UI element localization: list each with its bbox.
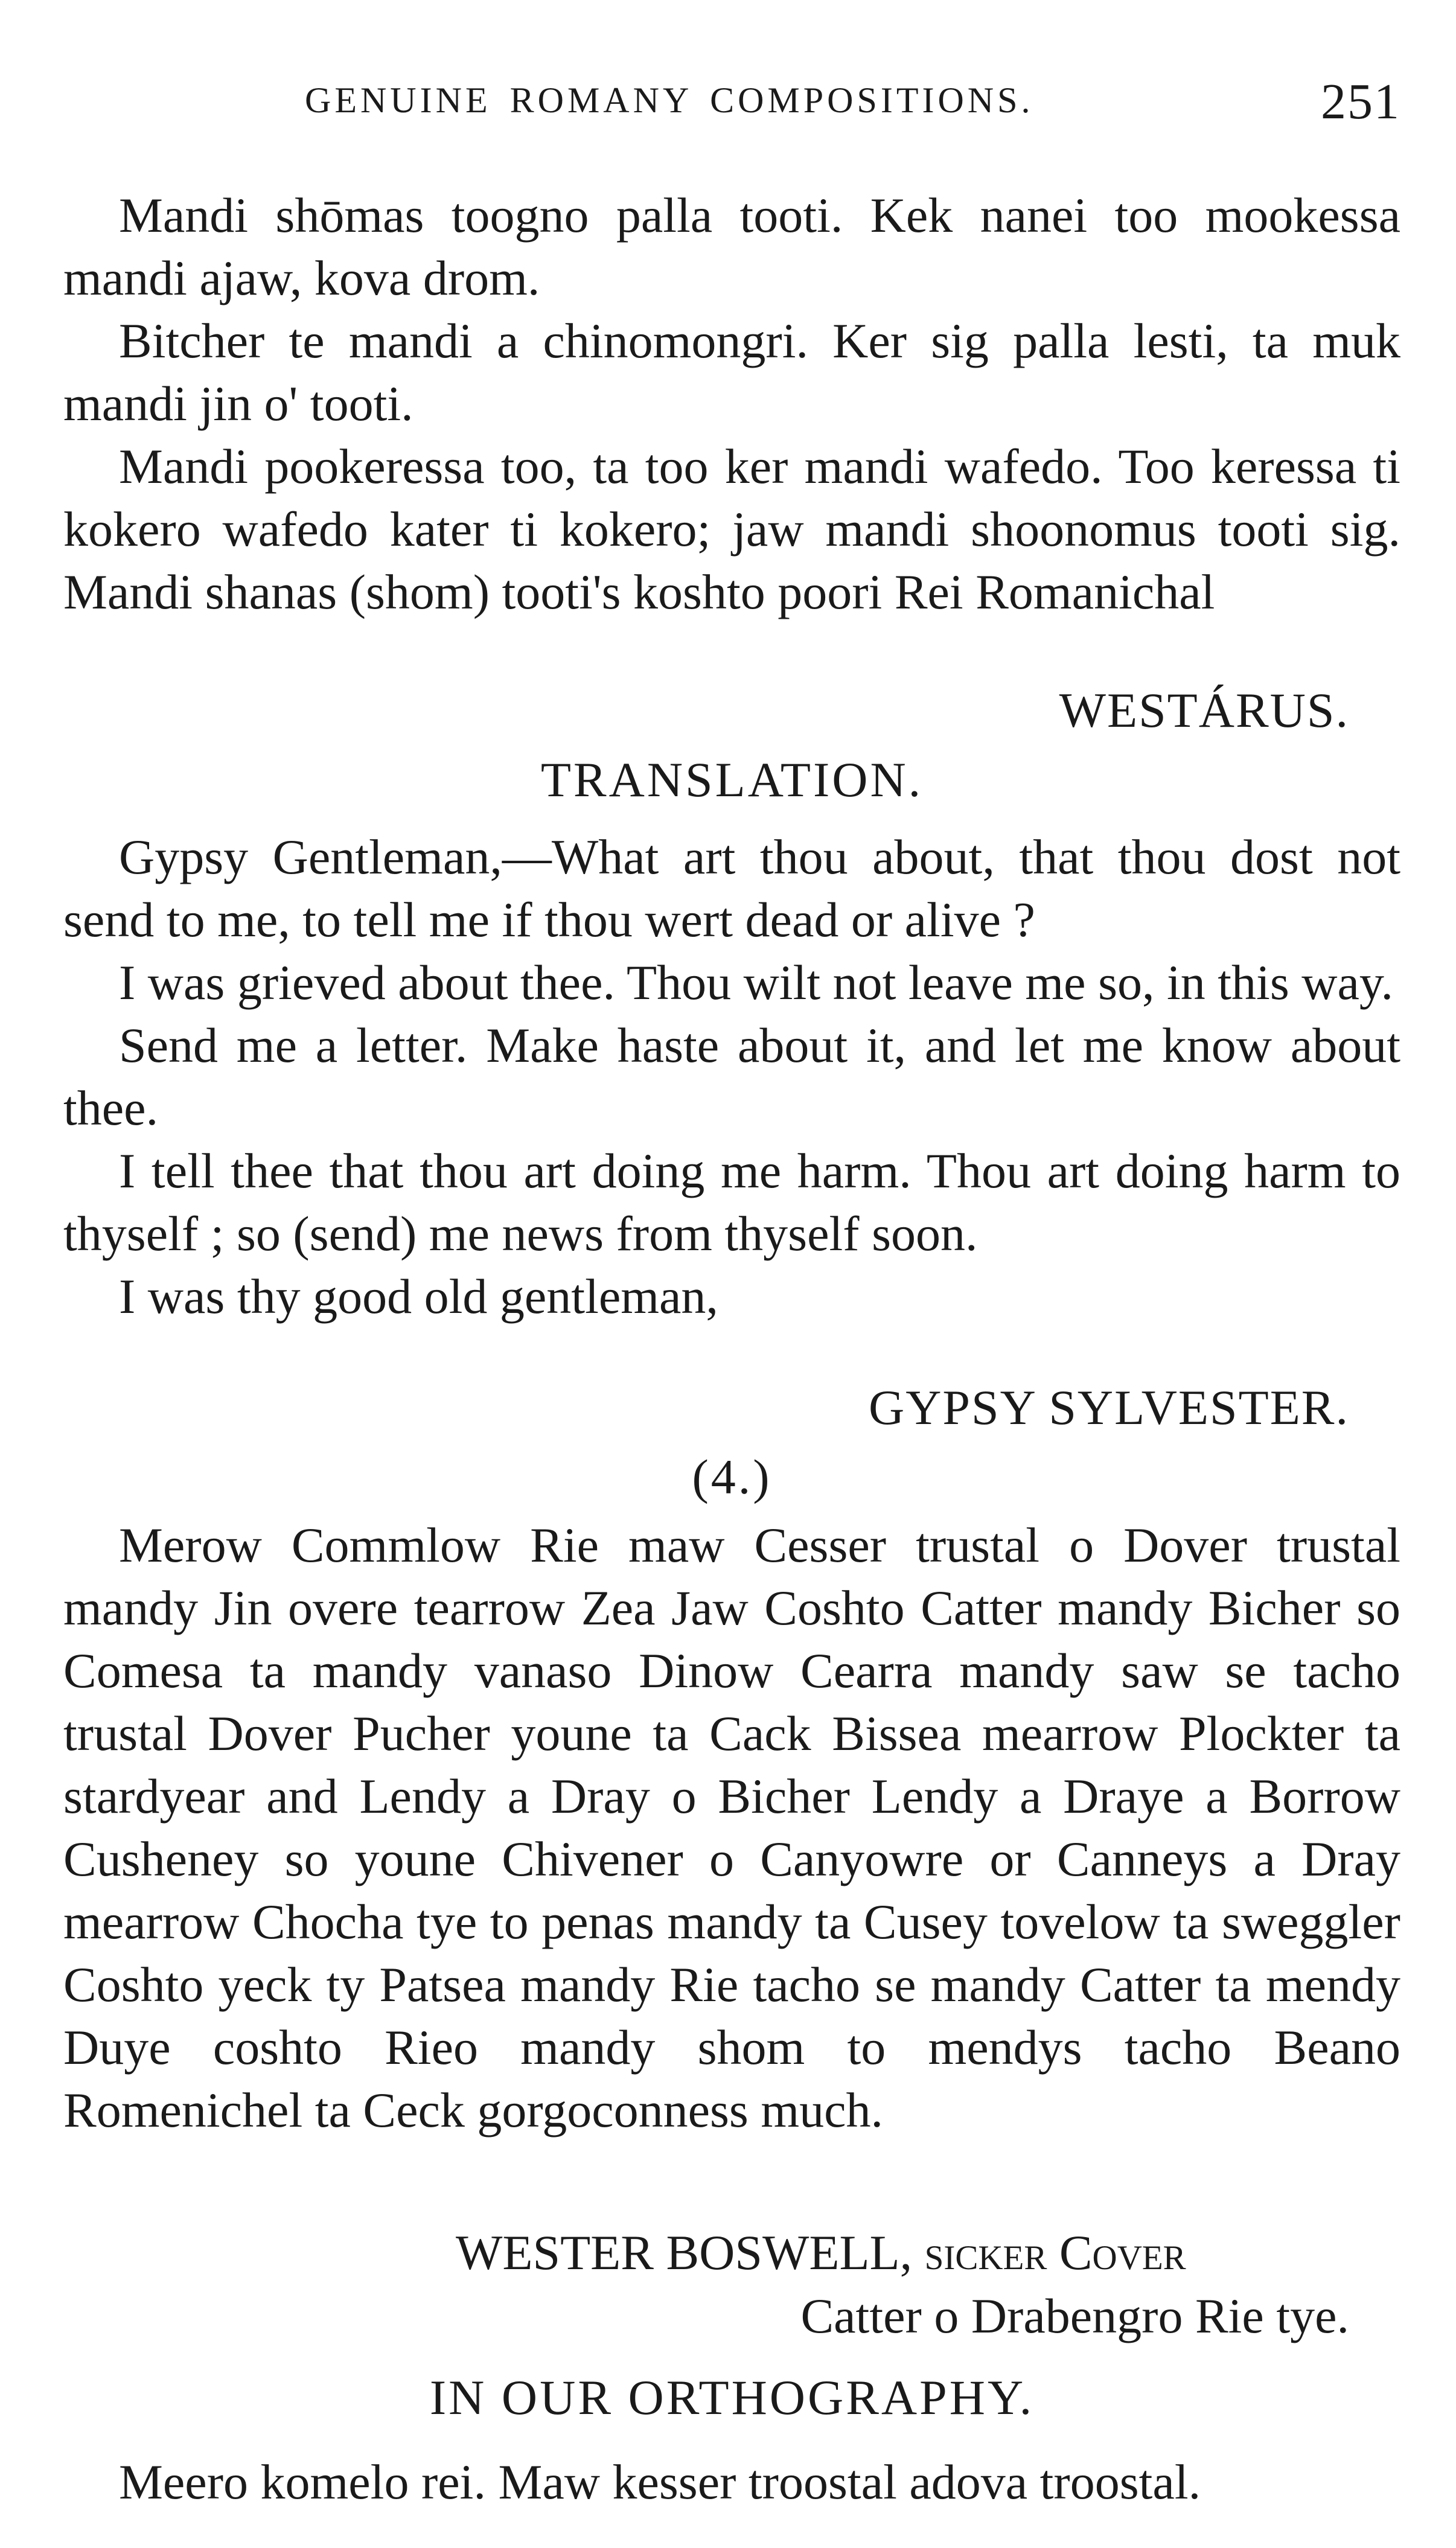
letter-3-paragraph: Bitcher te mandi a chinomongri. Ker sig palla lesti, ta muk mandi jin o' tooti.: [63, 313, 1400, 431]
translation-paragraph: Send me a letter. Make haste about it, and let me know about thee.: [63, 1018, 1400, 1135]
translation-paragraph: I tell thee that thou art doing me harm. Thou art doing harm to thyself ; so (send) me news from thyself soon.: [63, 1143, 1400, 1261]
letter-4: [63, 1514, 1400, 2142]
running-title: GENUINE ROMANY COMPOSITIONS.: [305, 80, 1034, 120]
book-page: [63, 0, 1400, 2548]
translation-paragraph: I was thy good old gentleman,: [119, 1269, 718, 1324]
letter-4-paragraph: Merow Commlow Rie maw Cesser trustal o Dover trustal mandy Jin overe tearrow Zea Jaw Coshto Catter mandy Bicher so Comesa ta mandy vanaso Dinow Cearra mandy saw se tacho trustal Dover Pucher youne ta Cack Bissea mearrow Plockter ta stardyear and Lendy a Dray o Bicher Lendy a Draye a Borrow Cusheney so youne Chivener o Canyowre or Canneys a Dray mearrow Chocha tye to penas mandy ta Cusey tovelow ta sweggler Coshto yeck ty Patsea mandy Rie tacho se mandy Catter ta mendy Duye coshto Rieo mandy shom to mendys tacho Beano Romenichel ta Ceck gorgoconness much.: [63, 1518, 1400, 2138]
letter-3-signature: WESTÁRUS.: [1059, 683, 1349, 738]
letter-3-paragraph: Mandi pookeressa too, ta too ker mandi wafedo. Too keressa ti kokero wafedo kater ti kokero; jaw mandi shoonomus tooti sig. Mandi shanas (shom) tooti's koshto poori Rei Romanichal: [63, 439, 1400, 619]
translation: [63, 826, 1400, 1328]
letter-3: [63, 184, 1400, 624]
translation-signature: GYPSY SYLVESTER.: [869, 1380, 1349, 1435]
page-header: [63, 72, 1400, 139]
page-number: 251: [1321, 74, 1400, 130]
letter-4-signature-line-1: WESTER BOSWELL, sicker Cover: [456, 2225, 1186, 2280]
translation-paragraph: Gypsy Gentleman,—What art thou about, that thou dost not send to me, to tell me if thou wert dead or alive ?: [63, 829, 1400, 947]
translation-paragraph: I was grieved about thee. Thou wilt not leave me so, in this way.: [119, 955, 1394, 1010]
letter-4-signature-line-2: Catter o Drabengro Rie tye.: [800, 2288, 1349, 2343]
letter-3-paragraph: Mandi shōmas toogno palla tooti. Kek nanei too mookessa mandi ajaw, kova drom.: [63, 188, 1400, 305]
translation-heading: TRANSLATION.: [540, 752, 924, 807]
letter-4-number: (4.): [692, 1449, 772, 1504]
orthography: [63, 2451, 1400, 2514]
orthography-first-line: Meero komelo rei. Maw kesser troostal adova troostal.: [119, 2454, 1201, 2509]
orthography-heading: IN OUR ORTHOGRAPHY.: [429, 2370, 1035, 2425]
